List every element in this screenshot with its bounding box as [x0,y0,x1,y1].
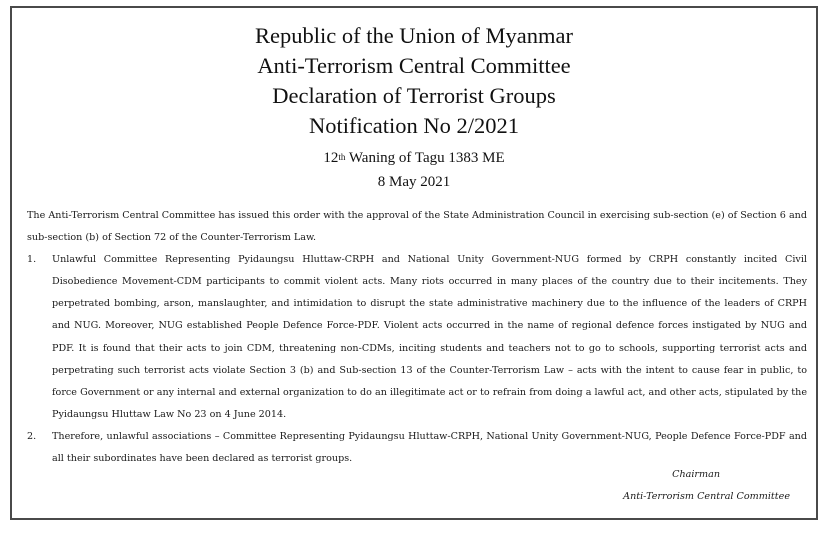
item-number: 2. [27,430,37,442]
date-rest: Waning of Tagu 1383 ME [345,150,505,166]
item-number: 1. [27,254,37,266]
signatory-organization: Anti-Terrorism Central Committee [623,491,790,502]
signature-block [623,464,790,508]
signatory-title: Chairman [672,469,720,480]
notification-body [27,205,807,470]
gregorian-date: 8 May 2021 [377,174,451,190]
date-day: 12 [323,150,339,166]
item-text: Therefore, unlawful associations – Committee Representing Pyidaungsu Hluttaw-CRPH, National Unity Government-NUG, People Defence Force-PDF and all their subordinates have been declared as terrorist groups. [52,430,807,465]
notification-number: Notification No 2/2021 [309,113,519,138]
committee-title: Anti-Terrorism Central Committee [257,53,571,78]
declaration-title: Declaration of Terrorist Groups [272,83,556,108]
item-text: Unlawful Committee Representing Pyidaungsu Hluttaw-CRPH and National Unity Government-NUG formed by CRPH constantly incited Civil Disobedience Movement-CDM participants to commit violent acts. Many riots occurred in many places of the country due to their incitements. They perpetrated bombing, arson, manslaughter, and intimidation to disrupt the state administrative machinery due to the influence of the leaders of CRPH and NUG. Moreover, NUG established People Defence Force-PDF. Violent acts occurred in the name of regional defence forces instigated by NUG and PDF. It is found that their acts to join CDM, threatening non-CDMs, inciting students and teachers not to go to schools, supporting terrorist acts and perpetrating such terrorist acts violate Section 3 (b) and Sub-section 13 of the Counter-Terrorism Law – acts with the intent to cause fear in public, to force Government or any internal and external organization to do an illegitimate act or to refrain from doing a lawful act, and other acts, stipulated by the Pyidaungsu Hluttaw Law No 23 on 4 June 2014. [52,254,807,420]
list-item [27,249,807,426]
notification-frame [10,6,818,520]
date-suffix: th [338,152,346,162]
myanmar-date [12,146,816,170]
country-title: Republic of the Union of Myanmar [254,23,574,48]
intro-paragraph: The Anti-Terrorism Central Committee has issued this order with the approval of the State Administration Council in exercising sub-section (e) of Section 6 and sub-section (b) of Section 72 of the Counter-Terrorism Law. [27,210,807,244]
notification-header [12,21,816,194]
